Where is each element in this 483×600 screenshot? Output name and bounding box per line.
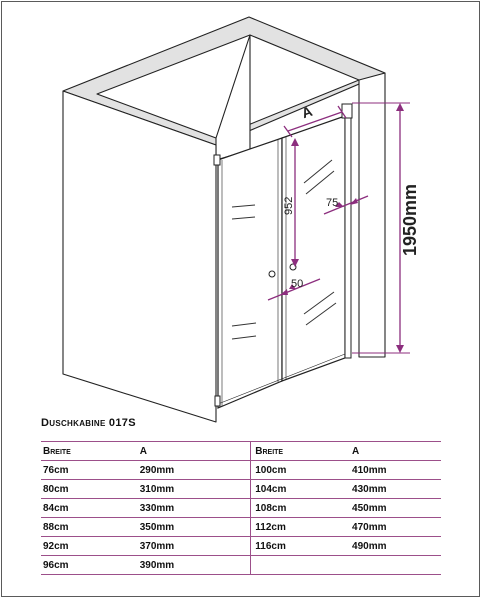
cell-a: 450mm (352, 502, 387, 514)
table-row (41, 556, 441, 575)
table-row (41, 480, 441, 499)
dim-handle-height-label: 952 (283, 196, 295, 215)
cell-a: 370mm (138, 537, 251, 556)
table-row (41, 461, 441, 480)
cell-a: 390mm (138, 556, 251, 575)
profile-cap (342, 104, 352, 118)
cell-a (350, 556, 441, 575)
cell-breite (251, 556, 350, 575)
cell-breite: 116cm (255, 540, 286, 552)
size-table (41, 441, 441, 575)
arrowhead (396, 103, 404, 111)
wall-profile-right (345, 104, 351, 358)
model-title-text: Duschkabine 017S (41, 417, 136, 429)
handle-knob-left (269, 271, 275, 277)
cell-breite: 88cm (43, 521, 69, 533)
cell-breite: 112cm (255, 521, 286, 533)
header-breite: Breite (43, 445, 71, 457)
cell-breite: 100cm (255, 464, 287, 476)
cell-breite: 92cm (43, 540, 69, 552)
cell-a: 290mm (138, 461, 251, 480)
hinge-left (214, 155, 220, 165)
model-title (41, 417, 136, 429)
hinge-bottom-left (215, 396, 220, 406)
left-wall-front (63, 91, 216, 422)
cell-breite: 80cm (43, 483, 69, 495)
cell-breite: 104cm (255, 483, 287, 495)
cell-a: 490mm (352, 540, 387, 552)
cell-breite: 76cm (43, 464, 69, 476)
dim-handle-offset-label: 50 (291, 278, 304, 290)
door-right-panel (282, 116, 345, 381)
header-breite: Breite (255, 445, 284, 457)
arrowhead (396, 345, 404, 353)
cell-a: 330mm (138, 499, 251, 518)
cell-breite: 84cm (43, 502, 69, 514)
dim-a-label: A (299, 102, 315, 122)
size-table-header (41, 442, 441, 461)
cell-breite: 96cm (43, 559, 69, 571)
table-row (41, 499, 441, 518)
dim-height-label: 1950mm (400, 183, 420, 256)
dim-pivot-label: 75 (326, 197, 339, 209)
cell-a: 310mm (138, 480, 251, 499)
cell-a: 470mm (352, 521, 387, 533)
header-a: A (138, 442, 251, 461)
table-row (41, 518, 441, 537)
table-row (41, 537, 441, 556)
right-wall-edge (359, 73, 385, 357)
size-table-body (41, 442, 441, 575)
header-a: A (352, 445, 360, 457)
cell-breite: 108cm (255, 502, 287, 514)
cell-a: 430mm (352, 483, 387, 495)
cell-a: 410mm (352, 464, 387, 476)
cell-a: 350mm (138, 518, 251, 537)
